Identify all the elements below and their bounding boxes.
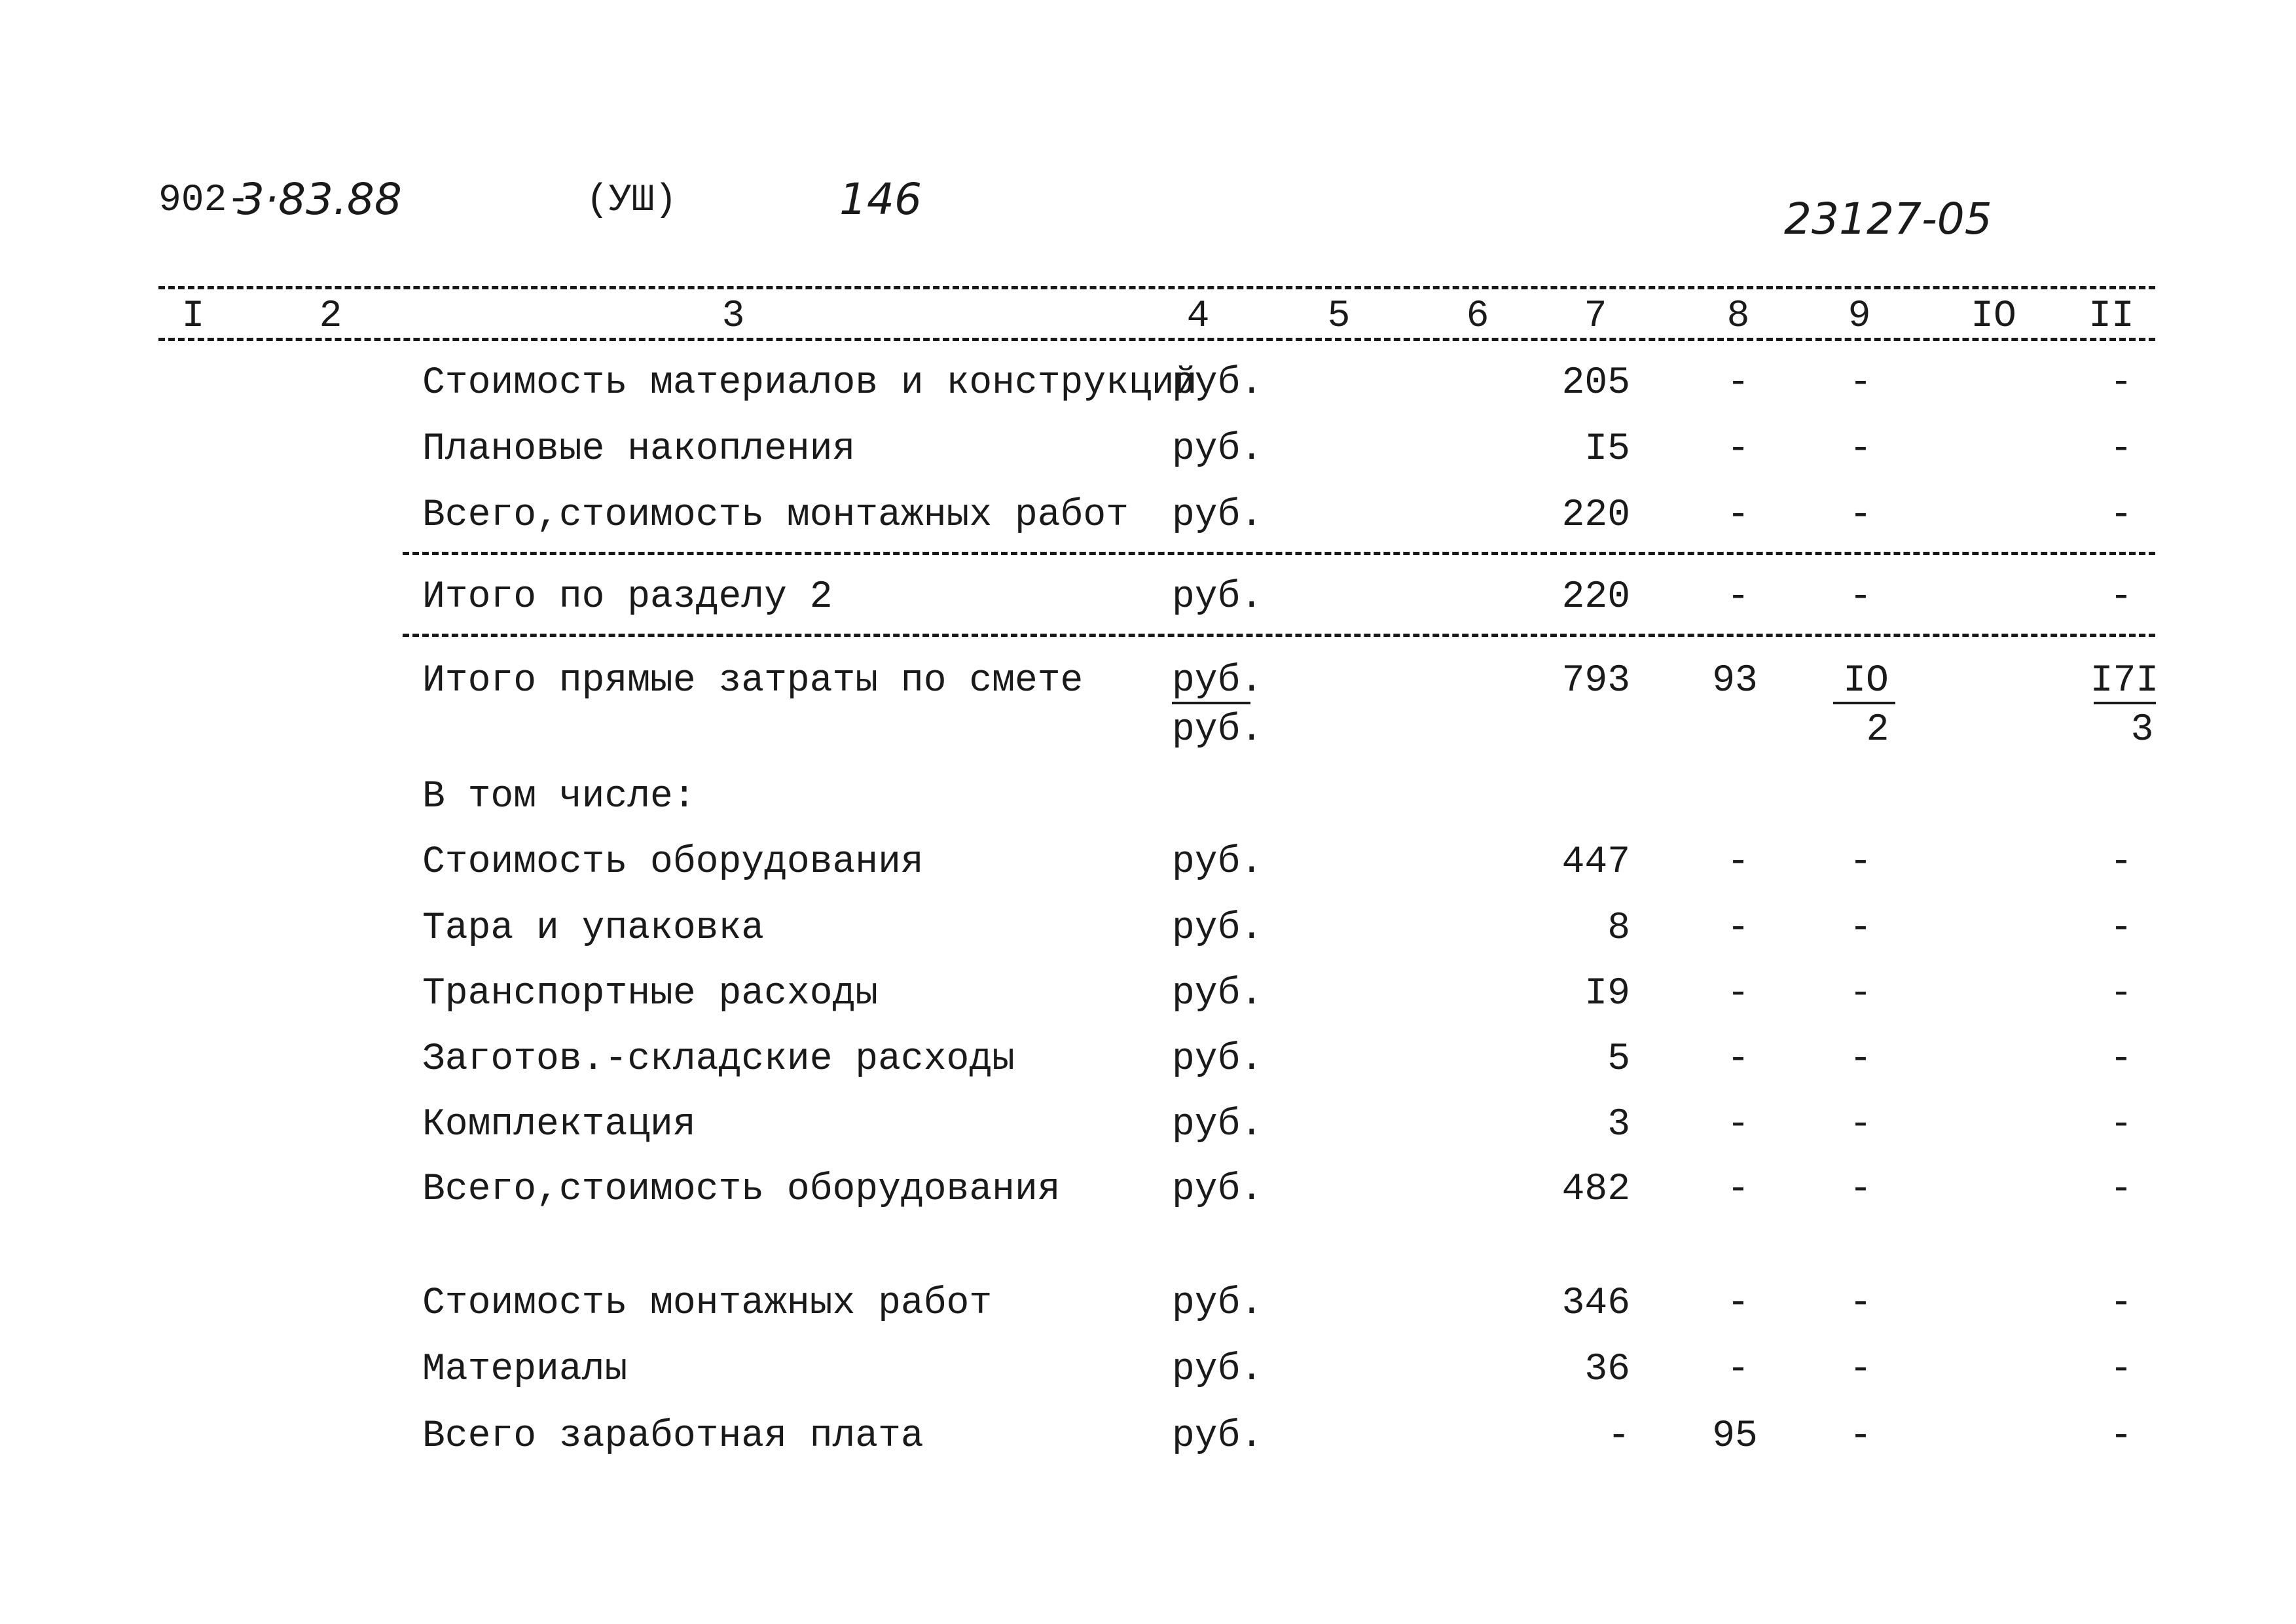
row-unit: руб.: [1172, 494, 1264, 537]
row-value-col11: -: [2109, 1348, 2133, 1391]
row-value-col8: -: [1726, 1038, 1750, 1081]
column-number: 2: [319, 295, 342, 338]
row-unit: руб.: [1172, 1038, 1264, 1081]
row-value-col7: 220: [1561, 494, 1630, 537]
column-number: 5: [1327, 295, 1351, 338]
row-value-col11: -: [2109, 576, 2133, 619]
row-value-col9: -: [1849, 907, 1872, 950]
row-unit: руб.: [1172, 362, 1264, 405]
fraction-line: [2094, 702, 2156, 704]
row-value-col8: -: [1726, 494, 1750, 537]
row-value-col8: -: [1726, 1282, 1750, 1325]
row-value-col11: -: [2109, 362, 2133, 405]
column-number: 4: [1186, 295, 1210, 338]
column-number: 7: [1584, 295, 1607, 338]
column-number: 9: [1848, 295, 1871, 338]
row-value-col8: 95: [1712, 1415, 1758, 1458]
row-label: Итого прямые затраты по смете: [422, 660, 1084, 702]
column-number: 6: [1466, 295, 1489, 338]
column-number: 8: [1726, 295, 1750, 338]
column-number: 3: [721, 295, 745, 338]
row-value-col9: -: [1849, 1282, 1872, 1325]
row-value-col9: -: [1849, 1038, 1872, 1081]
row-unit: руб.: [1172, 1415, 1264, 1458]
row-unit: руб.: [1172, 660, 1264, 702]
row-label: Комплектация: [422, 1104, 696, 1146]
row-value-col11: -: [2109, 1415, 2133, 1458]
row-label: Тара и упаковка: [422, 907, 765, 950]
row-value-col11: -: [2109, 428, 2133, 471]
row-value-col9: -: [1849, 494, 1872, 537]
row-value-col11: -: [2109, 1168, 2133, 1211]
row-label: Стоимость материалов и конструкций: [422, 362, 1197, 405]
row-value-col7: 3: [1607, 1104, 1630, 1146]
row-value-col9: -: [1849, 428, 1872, 471]
document-code-handwritten: 3·83.88: [237, 174, 402, 225]
row-value-col7: 346: [1561, 1282, 1630, 1325]
row-value-col8: -: [1726, 1348, 1750, 1391]
row-value-col7: 205: [1561, 362, 1630, 405]
column-number: I: [181, 295, 205, 338]
subheading: В том числе:: [422, 776, 696, 818]
section-divider: [403, 552, 2155, 555]
row-value-col9: -: [1849, 1348, 1872, 1391]
row-label: Транспортные расходы: [422, 973, 879, 1015]
column-number: IO: [1971, 295, 2016, 338]
row-value-col9-secondary: 2: [1866, 709, 1889, 751]
row-value-col7: I9: [1584, 973, 1630, 1015]
row-label: Всего заработная плата: [422, 1415, 924, 1458]
row-unit: руб.: [1172, 973, 1264, 1015]
row-value-col9: -: [1849, 576, 1872, 619]
row-value-col8: -: [1726, 1168, 1750, 1211]
row-value-col7: -: [1607, 1415, 1630, 1458]
row-value-col8: -: [1726, 576, 1750, 619]
row-label: Стоимость оборудования: [422, 841, 924, 884]
section-label: (УШ): [586, 179, 678, 222]
row-value-col8: -: [1726, 428, 1750, 471]
row-label: Всего,стоимость монтажных работ: [422, 494, 1129, 537]
row-value-col7: 447: [1561, 841, 1630, 884]
row-unit: руб.: [1172, 428, 1264, 471]
row-value-col7: 8: [1607, 907, 1630, 950]
row-unit: руб.: [1172, 907, 1264, 950]
row-value-col8: -: [1726, 973, 1750, 1015]
row-value-col11: -: [2109, 1282, 2133, 1325]
row-label: Итого по разделу 2: [422, 576, 833, 619]
column-number: II: [2088, 295, 2134, 338]
row-value-col9: IO: [1843, 660, 1889, 702]
header-top-rule: [158, 286, 2155, 289]
row-value-col11: -: [2109, 907, 2133, 950]
row-value-col7: 36: [1584, 1348, 1630, 1391]
reference-number: 23127-05: [1784, 194, 1992, 244]
row-value-col11: -: [2109, 841, 2133, 884]
row-unit: руб.: [1172, 1168, 1264, 1211]
row-value-col9: -: [1849, 1415, 1872, 1458]
row-label: Заготов.-складские расходы: [422, 1038, 1015, 1081]
row-value-col7: 482: [1561, 1168, 1630, 1211]
row-unit-secondary: руб.: [1172, 709, 1264, 751]
row-unit: руб.: [1172, 841, 1264, 884]
row-value-col9: -: [1849, 1168, 1872, 1211]
row-unit: руб.: [1172, 576, 1264, 619]
row-value-col9: -: [1849, 841, 1872, 884]
row-value-col11: -: [2109, 494, 2133, 537]
row-value-col9: -: [1849, 1104, 1872, 1146]
row-unit: руб.: [1172, 1348, 1264, 1391]
row-value-col7: 5: [1607, 1038, 1630, 1081]
fraction-line: [1172, 702, 1250, 704]
document-code-prefix: 902-: [158, 179, 250, 222]
row-value-col11: -: [2109, 1104, 2133, 1146]
fraction-line: [1833, 702, 1895, 704]
row-label: Плановые накопления: [422, 428, 856, 471]
row-value-col8: 93: [1712, 660, 1758, 702]
row-unit: руб.: [1172, 1282, 1264, 1325]
row-value-col11: I7I: [2090, 660, 2159, 702]
row-value-col11: -: [2109, 973, 2133, 1015]
section-divider: [403, 634, 2155, 637]
row-label: Всего,стоимость оборудования: [422, 1168, 1061, 1211]
row-label: Материалы: [422, 1348, 628, 1391]
row-unit: руб.: [1172, 1104, 1264, 1146]
row-value-col9: -: [1849, 362, 1872, 405]
row-value-col11-secondary: 3: [2130, 709, 2154, 751]
row-value-col7: 793: [1561, 660, 1630, 702]
row-value-col8: -: [1726, 907, 1750, 950]
row-value-col8: -: [1726, 841, 1750, 884]
row-value-col8: -: [1726, 1104, 1750, 1146]
row-value-col11: -: [2109, 1038, 2133, 1081]
page-number: 146: [839, 174, 922, 225]
row-value-col8: -: [1726, 362, 1750, 405]
row-label: Стоимость монтажных работ: [422, 1282, 993, 1325]
row-value-col9: -: [1849, 973, 1872, 1015]
header-bottom-rule: [158, 338, 2155, 341]
row-value-col7: 220: [1561, 576, 1630, 619]
row-value-col7: I5: [1584, 428, 1630, 471]
